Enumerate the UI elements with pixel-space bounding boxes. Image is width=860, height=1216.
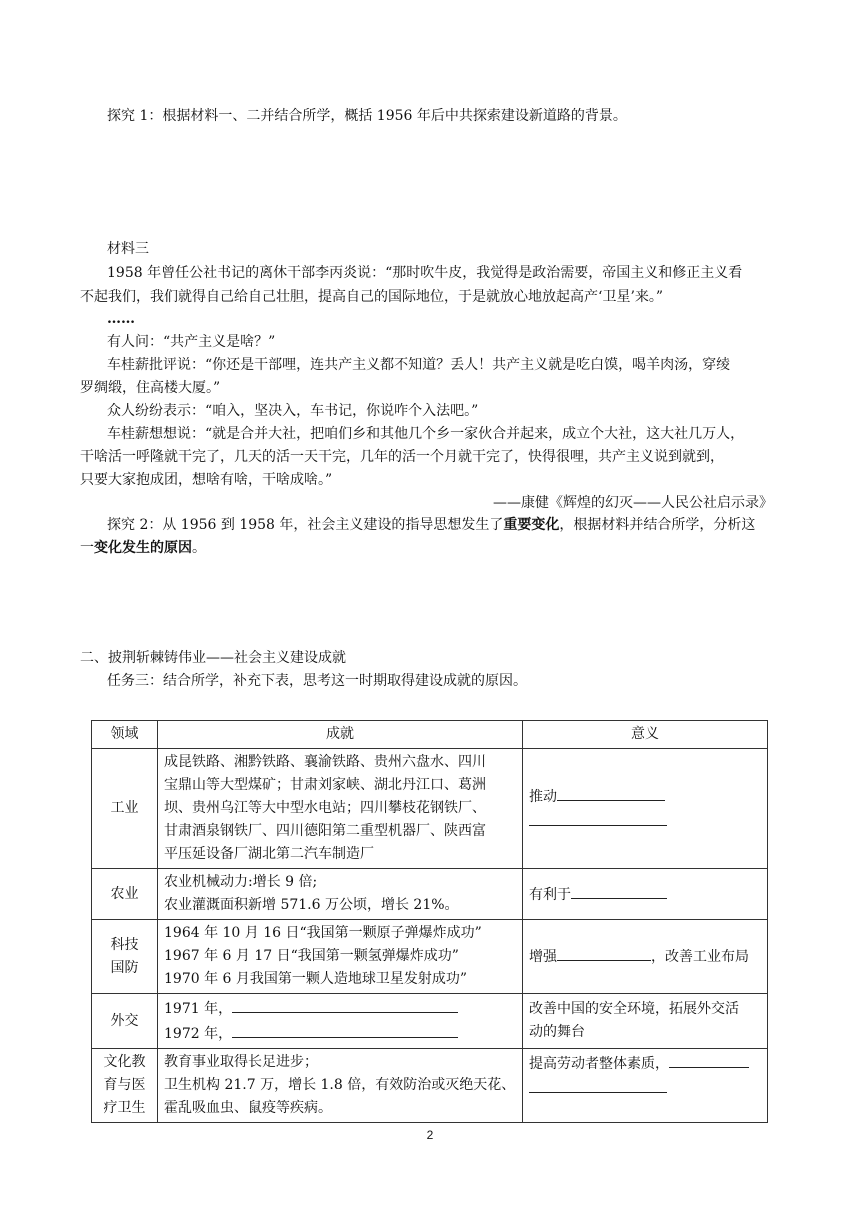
material-3-title: 材料三 <box>107 241 149 257</box>
header-field: 领域 <box>92 721 158 749</box>
significance-cell: 提高劳动者整体素质， <box>523 1049 768 1123</box>
header-significance: 意义 <box>523 721 768 749</box>
answer-blank[interactable] <box>669 1051 749 1068</box>
table-row <box>92 749 768 869</box>
answer-blank[interactable] <box>529 809 667 826</box>
answer-blank[interactable] <box>232 1021 458 1038</box>
table-row <box>92 994 768 1049</box>
material-3-paragraph-2: 有人问：“共产主义是啥？” <box>107 334 276 350</box>
material-3-paragraph-4: 众人纷纷表示：“咱入，坚决入，车书记，你说咋个入法吧。” <box>107 403 479 419</box>
material-3-paragraph-5b: 干啥活一呼隆就干完了，几天的活一天干完，几年的活一个月就干完了，快得很哩，共产主义说到就到， <box>80 449 724 465</box>
achievement-cell: 1964 年 10 月 16 日“我国第一颗原子弹爆炸成功” 1967 年 6 月 17 日“我国第一颗氢弹爆炸成功” 1970 年 6 月我国第一颗人造地球卫星发射成功” <box>158 920 523 994</box>
significance-cell: 增强 ，改善工业布局 <box>523 920 768 994</box>
achievements-table <box>91 720 768 1123</box>
material-3-paragraph-1b: 不起我们，我们就得自己给自己壮胆，提高自己的国际地位，于是就放心地放起高产‘卫星’来。” <box>80 289 664 305</box>
field-cell: 文化教 育与医 疗卫生 <box>92 1049 158 1123</box>
achievement-cell: 成昆铁路、湘黔铁路、襄渝铁路、贵州六盘水、四川 宝鼎山等大型煤矿；甘肃刘家峡、湖北丹江口、葛洲 坝、贵州乌江等大中型水电站；四川攀枝花钢铁厂、 甘肃酒泉钢铁厂、四川德阳第二重型机器厂、陕西富 平压延设备厂湖北第二汽车制造厂 <box>158 749 523 869</box>
page-number: 2 <box>426 1128 434 1142</box>
answer-blank[interactable] <box>232 996 458 1013</box>
significance-cell: 有利于 <box>523 869 768 920</box>
header-achievement: 成就 <box>158 721 523 749</box>
field-cell: 工业 <box>92 749 158 869</box>
material-3-paragraph-5a: 车桂薪想想说：“就是合并大社，把咱们乡和其他几个乡一家伙合并起来，成立个大社，这大社几万人， <box>107 426 745 442</box>
table-header-row <box>92 721 768 749</box>
answer-blank[interactable] <box>529 1076 667 1093</box>
table-row <box>92 920 768 994</box>
significance-cell: 推动 <box>523 749 768 869</box>
significance-cell: 改善中国的安全环境，拓展外交活 动的舞台 <box>523 994 768 1049</box>
field-cell: 科技 国防 <box>92 920 158 994</box>
field-cell: 农业 <box>92 869 158 920</box>
task-3: 任务三：结合所学，补充下表，思考这一时期取得建设成就的原因。 <box>107 673 527 689</box>
material-3-ellipsis: …… <box>107 311 135 327</box>
achievement-cell: 1971 年， 1972 年， <box>158 994 523 1049</box>
material-3-paragraph-3a: 车桂薪批评说：“你还是干部哩，连共产主义都不知道？丢人！共产主义就是吃白馍，喝羊肉汤，穿绫 <box>107 357 731 373</box>
answer-blank[interactable] <box>557 944 651 961</box>
answer-blank[interactable] <box>557 784 665 801</box>
material-3-source: ——康健《辉煌的幻灭——人民公社启示录》 <box>493 495 773 511</box>
material-3-paragraph-3b: 罗绸缎，住高楼大厦。” <box>80 380 221 396</box>
section-2-heading: 二、披荆斩棘铸伟业——社会主义建设成就 <box>80 650 346 666</box>
achievement-cell: 教育事业取得长足进步； 卫生机构 21.7 万，增长 1.8 倍，有效防治或灭绝天花、 霍乱吸血虫、鼠疫等疾病。 <box>158 1049 523 1123</box>
explore-question-2-line-1: 探究 2：从 1956 到 1958 年，社会主义建设的指导思想发生了重要变化，根据材料并结合所学，分析这 <box>107 517 756 533</box>
table-row <box>92 1049 768 1123</box>
material-3-paragraph-5c: 只要大家抱成团，想啥有啥，干啥成啥。” <box>80 472 333 488</box>
explore-question-1: 探究 1：根据材料一、二并结合所学，概括 1956 年后中共探索建设新道路的背景。 <box>107 108 627 124</box>
table-row <box>92 869 768 920</box>
field-cell: 外交 <box>92 994 158 1049</box>
achievement-cell: 农业机械动力:增长 9 倍; 农业灌溉面积新增 571.6 万公顷，增长 21%。 <box>158 869 523 920</box>
answer-blank[interactable] <box>571 882 667 899</box>
material-3-paragraph-1a: 1958 年曾任公社书记的离休干部李丙炎说：“那时吹牛皮，我觉得是政治需要，帝国主义和修正主义看 <box>107 265 743 281</box>
explore-question-2-line-2: 一变化发生的原因。 <box>80 540 206 556</box>
